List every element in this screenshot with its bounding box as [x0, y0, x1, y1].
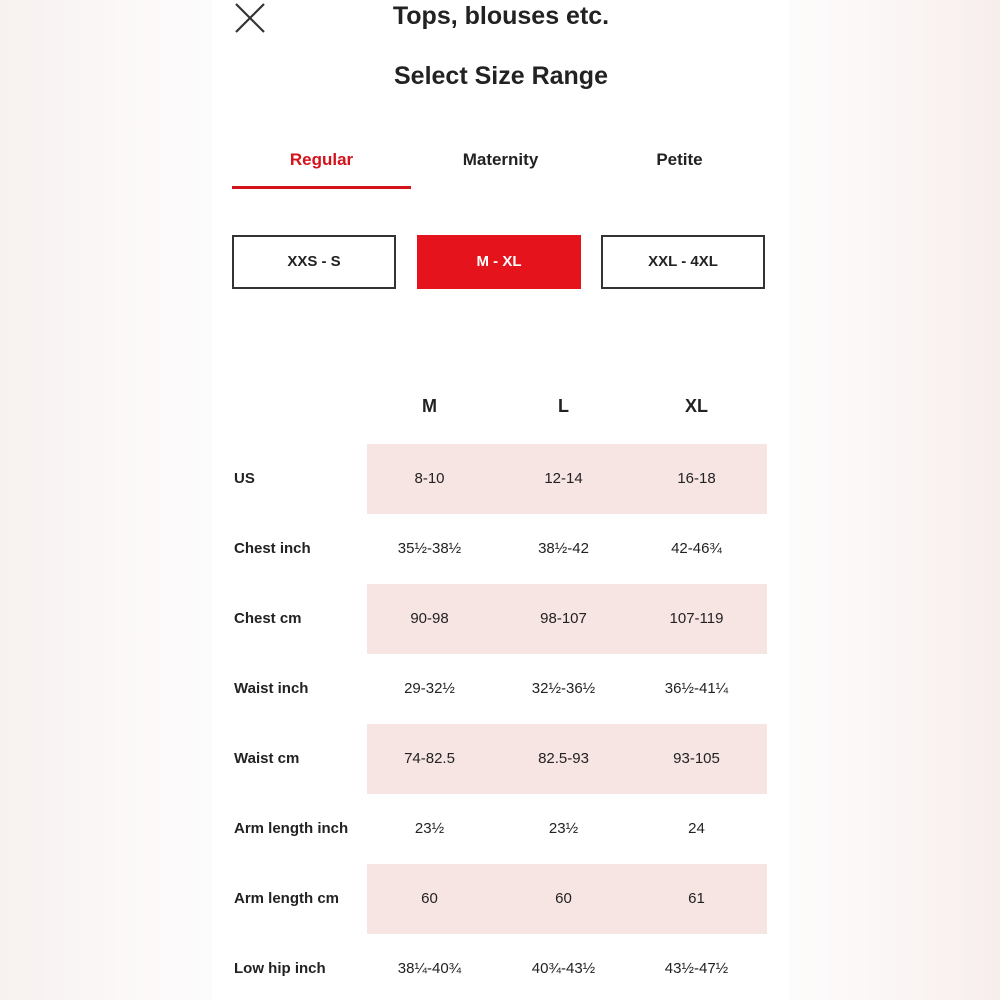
table-cell: 23½	[548, 820, 579, 837]
range-button-m-xl[interactable]: M - XL	[417, 235, 581, 289]
table-cell: 38¼-40¾	[397, 960, 462, 977]
table-cell: 82.5-93	[538, 750, 589, 767]
range-button-xxl-4xl[interactable]: XXL - 4XL	[601, 235, 765, 289]
row-label: Waist inch	[234, 680, 309, 697]
tab-petite[interactable]: Petite	[656, 150, 703, 169]
column-header-m: M	[422, 396, 437, 416]
table-cell: 36½-41¼	[664, 680, 729, 697]
table-cell: 74-82.5	[404, 750, 455, 767]
size-range-tabs	[232, 140, 770, 192]
table-cell: 107-119	[669, 610, 724, 627]
table-cell: 16-18	[677, 470, 716, 487]
table-cell: 35½-38½	[397, 540, 462, 557]
table-cell: 43½-47½	[664, 960, 729, 977]
table-row	[212, 514, 790, 584]
table-row	[212, 934, 790, 1000]
row-label: Arm length inch	[234, 820, 349, 837]
tab-maternity[interactable]: Maternity	[462, 150, 539, 169]
row-label: US	[234, 470, 255, 487]
table-cell: 60	[421, 890, 438, 907]
row-label: Chest inch	[234, 540, 311, 557]
range-button-xxs-s[interactable]: XXS - S	[232, 235, 396, 289]
table-row	[212, 444, 790, 514]
table-cell: 93-105	[673, 750, 720, 767]
table-cell: 98-107	[540, 610, 587, 627]
page-subtitle: Select Size Range	[394, 62, 608, 90]
table-cell: 60	[555, 890, 572, 907]
row-label: Low hip inch	[234, 960, 326, 977]
table-row	[212, 724, 790, 794]
table-row	[212, 654, 790, 724]
row-label: Arm length cm	[234, 890, 340, 907]
size-guide-panel	[212, 0, 790, 1000]
table-cell: 23½	[414, 820, 445, 837]
table-cell: 8-10	[414, 470, 445, 487]
table-cell: 38½-42	[538, 540, 589, 557]
tab-regular[interactable]: Regular	[289, 150, 354, 169]
table-cell: 61	[688, 890, 705, 907]
row-label: Chest cm	[234, 610, 302, 627]
table-cell: 42-46¾	[671, 540, 722, 557]
active-tab-underline	[232, 186, 411, 189]
table-cell: 90-98	[410, 610, 449, 627]
table-row	[212, 584, 790, 654]
background-right	[790, 0, 1000, 1000]
table-row	[212, 864, 790, 934]
background-left	[0, 0, 212, 1000]
table-cell: 24	[688, 820, 705, 837]
table-cell: 29-32½	[404, 680, 455, 697]
column-header-xl: XL	[684, 396, 708, 416]
page-title: Tops, blouses etc.	[392, 2, 610, 30]
row-label: Waist cm	[234, 750, 300, 767]
table-cell: 40¾-43½	[531, 960, 596, 977]
column-header-l: L	[558, 396, 569, 416]
table-row	[212, 794, 790, 864]
table-cell: 12-14	[544, 470, 583, 487]
table-cell: 32½-36½	[531, 680, 596, 697]
